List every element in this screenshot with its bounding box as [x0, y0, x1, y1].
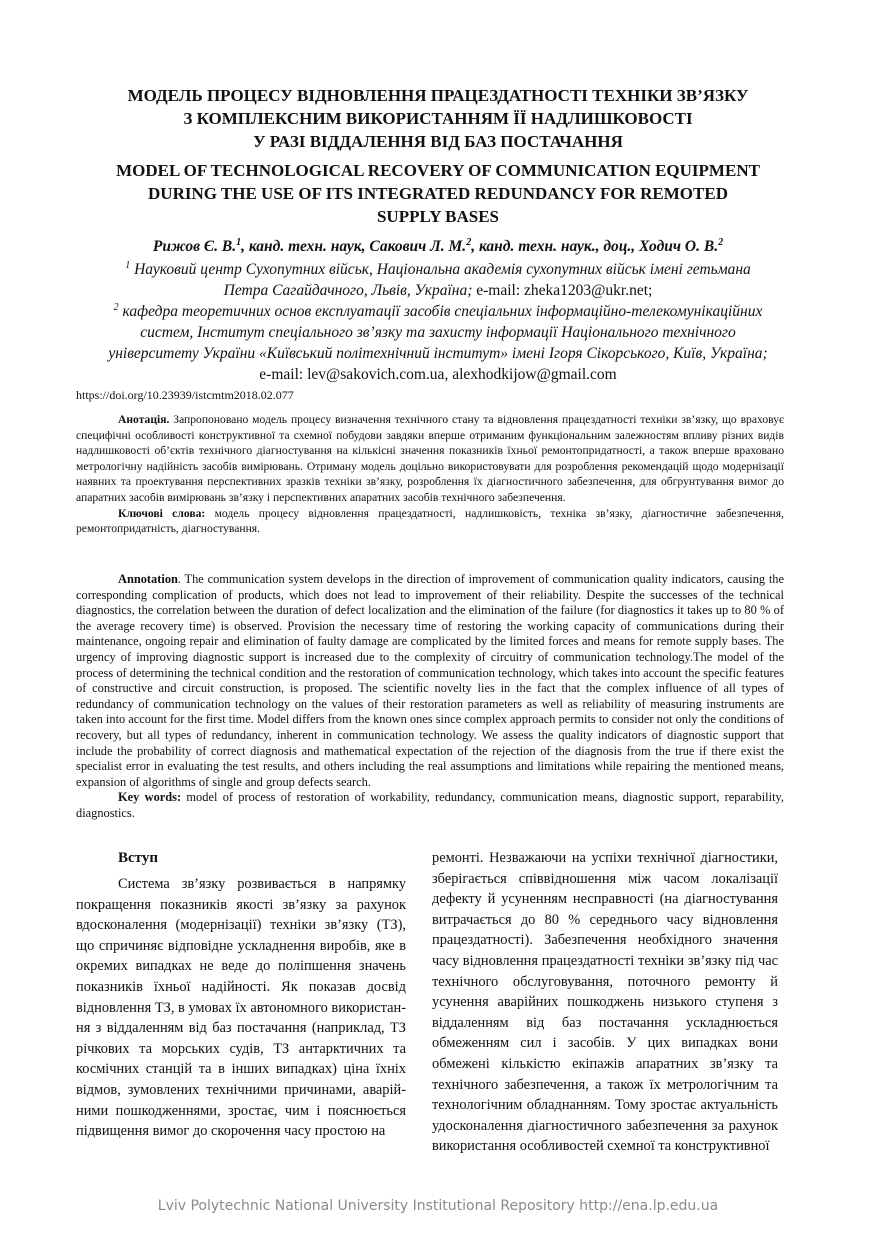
section-heading: Вступ — [118, 850, 158, 866]
author-affil-mark: 1 — [236, 237, 242, 248]
keywords-label: Ключові слова: — [118, 506, 206, 520]
abstract-ukrainian — [76, 412, 784, 537]
title-en-line: DURING THE USE OF ITS INTEGRATED REDUNDANCY FOR REMOTED — [148, 184, 728, 203]
author-name: Ходич О. В. — [639, 238, 719, 256]
author-affil-mark: 2 — [466, 237, 472, 248]
abstract-english — [76, 572, 784, 822]
affil-text: університету України «Київський політехнічний інститут» імені Ігоря Сікорського, Київ, Україна; — [108, 345, 768, 363]
abstract-text: . The communication system develops in the direction of improvement of communication quality indicators, causing the corresponding complication of products, which does not lead to improvement of their reliability. Despite the successes of the technical diagnostics, the correlation between the duration of defect localization and the elimination of the failure (for diagnostics it takes up to 80 % of the average recovery time) is observed. Provision the necessary time of restoring the working capacity of communications during their maintenance, ongoing repair and elimination of faulty damage are complicated by the limited forces and means for remote supply bases. The urgency of improving diagnostic support is increased due to the complexity of circuitry of communication technology.The model of the process of determining the technical condition and the restoration of communication technology, which takes into account the specific features of constructive and circuit construction, is proposed. The scientific novelty lies in the fact that the complex influence of all types of redundancy of communication technology on the values of their restoration parameters as well as reliability of measuring instruments are taken into account for the first time. Model differs from the known ones since complex approach permits to consider not only the conditions of recovery, but all types of redundancy, inherent in communication technology. We assess the quality indicators of diagnostic support that include the probability of correct diagnosis and mathematical expectation of the rejection of the diagnosis from the true if there exist the specialist error in evaluating the test results, and others including the real assumptions and limitations while repairing the mentioned means, expansion of algorithms of single and group defects search. — [76, 572, 784, 789]
body-paragraph: ремонті. Незважаючи на успіхи технічної діагностики, зберігається співвідношення між часом локалізації дефекту й усуненням несправності (на діагностування витрачається до 80 % середнього часу відновлення працездатності). Забезпечення необхідного значення часу відновлення працездатності техніки зв’язку під час технічного обслуговування, поточного ремонту й усунення аварійних пошкоджень низького ступеня з віддаленням від баз постачання ускладнюється обмеженням сил і засобів. У цих випадках вони обмежені кількістю екіпажів апаратних зв’язку та технічного забезпечення, а також їх метрологічним та технологічним обладнанням. Тому зростає актуальність удосконалення діагностичного забезпечення за рахунок використання особливостей схемної та конструктивної — [432, 850, 778, 1155]
keywords-text: модель процесу відновлення працездатності, надлишковість, техніка зв’язку, діагностичне забезпечення, ремонтопридатність, діагностування. — [76, 506, 784, 536]
keywords-text: model of process of restoration of workability, redundancy, communication means, diagnostic support, reparability, diagnostics. — [76, 790, 784, 820]
title-ua-line: У РАЗІ ВІДДАЛЕННЯ ВІД БАЗ ПОСТАЧАННЯ — [253, 132, 623, 151]
title-english — [60, 159, 816, 228]
affil-email: e-mail: lev@sakovich.com.ua, alexhodkijow@gmail.com — [259, 366, 617, 384]
affil-mark: 2 — [113, 302, 119, 313]
repository-footer: Lviv Polytechnic National University Institutional Repository http://ena.lp.edu.ua — [157, 1198, 719, 1214]
affil-text: кафедра теоретичних основ експлуатації засобів спеціальних інформаційно-телекомунікаційних — [118, 303, 763, 321]
affiliation-2 — [60, 297, 816, 385]
title-ua-line: З КОМПЛЕКСНИМ ВИКОРИСТАННЯМ ЇЇ НАДЛИШКОВОСТІ — [183, 109, 693, 128]
author-affil-mark: 2 — [718, 237, 724, 248]
doi-link[interactable]: https://doi.org/10.23939/istcmtm2018.02.077 — [76, 388, 294, 402]
title-en-line: MODEL OF TECHNOLOGICAL RECOVERY OF COMMUNICATION EQUIPMENT — [116, 161, 760, 180]
affil-text: систем, Інститут спеціального зв’язку та захисту інформації Національного технічного — [140, 324, 736, 342]
author-name: Сакович Л. М. — [369, 238, 467, 256]
body-paragraph: Система зв’язку розвивається в напрямку покращення показників якості зв’язку за рахунок вдосконалення (модернізації) техніки зв’язку (ТЗ), що спричиняє відповідне ускладнення виробів, яке в окремих випадках не веде до поліпшення значень показників їхньої надійності. Як показав досвід відновлення ТЗ, в умовах їх автономного використан-ня з віддаленням від баз постачання (наприклад, ТЗ річкових та морських судів, ТЗ антарктичних та космічних станцій та в інших випадках) ціна їхніх відмов, зумовлених технічними причинами, аварій-ними пошкодженнями, зростає, чим і пояснюється підвищення вимог до скорочення часу простою на — [76, 876, 406, 1140]
affil-email: e-mail: zheka1203@ukr.net; — [472, 282, 653, 300]
body-column-left — [76, 848, 406, 1142]
title-ua-line: МОДЕЛЬ ПРОЦЕСУ ВІДНОВЛЕННЯ ПРАЦЕЗДАТНОСТІ ТЕХНІКИ ЗВ’ЯЗКУ — [127, 86, 749, 105]
author-name: Рижов Є. В. — [152, 238, 237, 256]
title-ukrainian — [60, 84, 816, 153]
affil-text: Науковий центр Сухопутних військ, Національна академія сухопутних військ імені гетьмана — [130, 261, 751, 279]
title-en-line: SUPPLY BASES — [376, 207, 500, 226]
abstract-label: Анотація. — [118, 413, 170, 426]
abstract-label: Annotation — [118, 572, 178, 586]
body-column-right — [432, 848, 778, 1157]
keywords-label: Key words: — [118, 790, 182, 805]
author-degree: , канд. техн. наук., доц., — [471, 238, 640, 256]
affiliation-1 — [60, 255, 816, 301]
affil-mark: 1 — [125, 260, 131, 271]
authors-line — [60, 233, 816, 257]
author-degree: , канд. техн. наук, — [241, 238, 370, 256]
abstract-text: Запропоновано модель процесу визначення технічного стану та відновлення працездатності техніки зв’язку, що враховує специфічні особливості конструктивної та схемної побудови завдяки вперше отриманим функціональним залежностям впливу різних видів надлишковості об’єктів технічного діагностування на кількісні значення показників їхньої ремонтопридатності, а також вперше враховано метрологічну надійність засобів вимірювань. Отриману модель доцільно використовувати для розроблення рекомендацій щодо модернізації наявних та проектування перспективних зразків техніки зв’язку, розроблення їх діагностичного забезпечення, для обгрунтування вимог до апаратних засобів вимірювань зв’язку і перспективних апаратних засобів технічного забезпечення. — [76, 413, 784, 504]
affil-text: Петра Сагайдачного, Львів, Україна; — [223, 282, 473, 300]
